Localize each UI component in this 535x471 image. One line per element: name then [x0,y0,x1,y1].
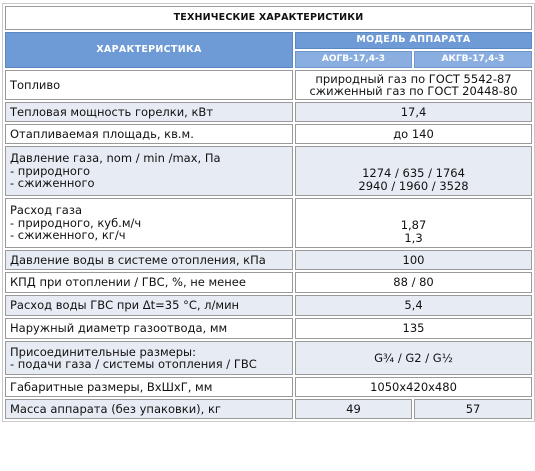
row-connection-sizes [5,341,532,375]
row-gas-consumption [5,198,532,248]
row-value [295,295,532,316]
row-burner-power [5,102,532,122]
label-line: Расход воды ГВС при Δt=35 °С, л/мин [10,298,240,313]
row-label [5,70,293,100]
row-value [295,102,532,122]
label-line: Расход газа [10,203,83,218]
row-value [295,250,532,270]
value-line: сжиженный газ по ГОСТ 20448-80 [309,84,518,98]
row-value-aogv: 49 [295,399,412,419]
value-line: 100 [402,252,425,267]
label-line: - подачи газа / системы отопления / ГВС [10,357,257,371]
header-row [5,32,532,49]
label-line: Давление воды в системе отопления, кПа [10,252,266,267]
specs-table [2,3,535,422]
value-line: 2940 / 1960 / 3528 [358,178,469,193]
label-line: Отапливаемая площадь, кв.м. [10,126,194,141]
label-line: Тепловая мощность горелки, кВт [10,104,214,119]
label-line: Масса аппарата (без упаковки), кг [10,401,221,416]
row-value [295,124,532,144]
label-line: - сжиженного [10,176,95,191]
table-title: ТЕХНИЧЕСКИЕ ХАРАКТЕРИСТИКИ [5,6,532,30]
row-value [295,377,532,397]
row-label [5,272,293,293]
row-water-pressure [5,250,532,270]
value-line: 135 [402,321,425,336]
value-line: 1,3 [404,230,423,245]
value-line: 1,87 [400,218,427,232]
row-label [5,146,293,196]
row-label [5,399,293,419]
label-line: КПД при отоплении / ГВС, %, не менее [10,275,246,290]
row-label [5,341,293,375]
label-line: - сжиженного, кг/ч [10,228,126,243]
value-line: 1274 / 635 / 1764 [362,166,465,180]
header-model: МОДЕЛЬ АППАРАТА [295,32,532,49]
title-row [5,6,532,30]
row-label [5,102,293,122]
row-mass [5,399,532,419]
row-value [295,272,532,293]
row-label [5,295,293,316]
row-dimensions [5,377,532,397]
row-flue-diameter [5,318,532,339]
row-value [295,146,532,196]
value-line: 5,4 [404,298,423,313]
row-gas-pressure [5,146,532,196]
row-value [295,70,532,100]
header-characteristic: ХАРАКТЕРИСТИКА [5,32,293,68]
value-line: 88 / 80 [393,275,434,290]
header-model-aogv: АОГВ-17,4-3 [295,51,412,68]
value-line: природный газ по ГОСТ 5542-87 [315,71,512,86]
header-model-akgv: АКГВ-17,4-3 [414,51,532,68]
row-label [5,124,293,144]
label-line: - природного, куб.м/ч [10,215,142,230]
row-label [5,250,293,270]
value-line: 1050х420х480 [370,379,457,394]
label-line: - природного [10,163,91,178]
row-value [295,341,532,375]
row-label [5,318,293,339]
row-label [5,377,293,397]
row-heated-area [5,124,532,144]
row-value-akgv: 57 [414,399,532,419]
label-line: Наружный диаметр газоотвода, мм [10,321,228,336]
value-line: до 140 [393,126,434,141]
row-efficiency [5,272,532,293]
row-value [295,198,532,248]
label-line: Габаритные размеры, ВхШхГ, мм [10,379,213,394]
label-line: Присоединительные размеры: [10,344,196,359]
value-line: G¾ / G2 / G½ [374,350,453,365]
row-fuel [5,70,532,100]
row-dhw-flow [5,295,532,316]
row-label [5,198,293,248]
row-value [295,318,532,339]
label-line: Давление газа, nom / min /max, Па [10,151,221,166]
value-line: 17,4 [400,104,427,119]
label-line: Топливо [10,77,61,92]
